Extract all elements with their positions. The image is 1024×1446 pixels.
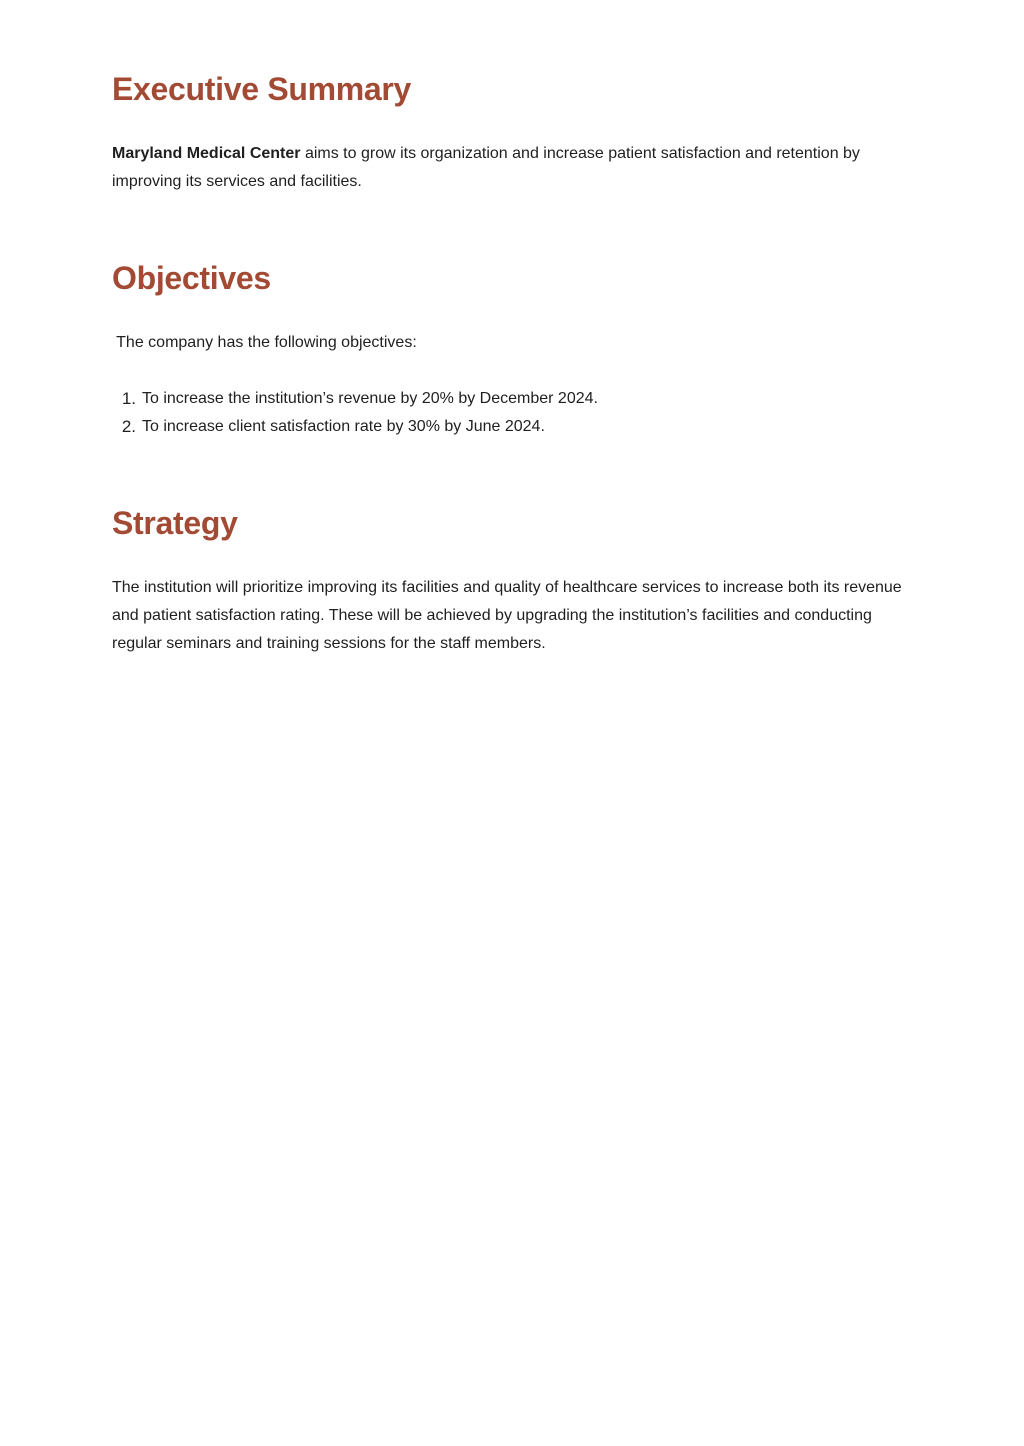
list-item-text: To increase the institution’s revenue by 20% by December 2024.	[142, 390, 598, 407]
objectives-heading: Objectives	[112, 260, 271, 296]
list-item	[112, 413, 912, 441]
objectives-intro: The company has the following objectives:	[112, 334, 417, 351]
strategy-heading: Strategy	[112, 505, 238, 541]
executive-summary-paragraph	[112, 140, 912, 196]
list-item-number: 2.	[121, 417, 136, 436]
list-item-number: 1.	[121, 389, 136, 408]
executive-summary-text: aims to grow its organization and increase patient satisfaction and retention by improving its services and facilities.	[112, 145, 860, 190]
list-item-text: To increase client satisfaction rate by 30% by June 2024.	[142, 418, 545, 435]
executive-summary-heading: Executive Summary	[112, 71, 412, 107]
strategy-paragraph: The institution will prioritize improving its facilities and quality of healthcare services to increase both its revenue and patient satisfaction rating. These will be achieved by upgrading the institution’s facilities and conducting regular seminars and training sessions for the staff members.	[112, 579, 902, 652]
objectives-list	[112, 385, 912, 441]
organization-name: Maryland Medical Center	[112, 145, 301, 162]
list-item	[112, 385, 912, 413]
